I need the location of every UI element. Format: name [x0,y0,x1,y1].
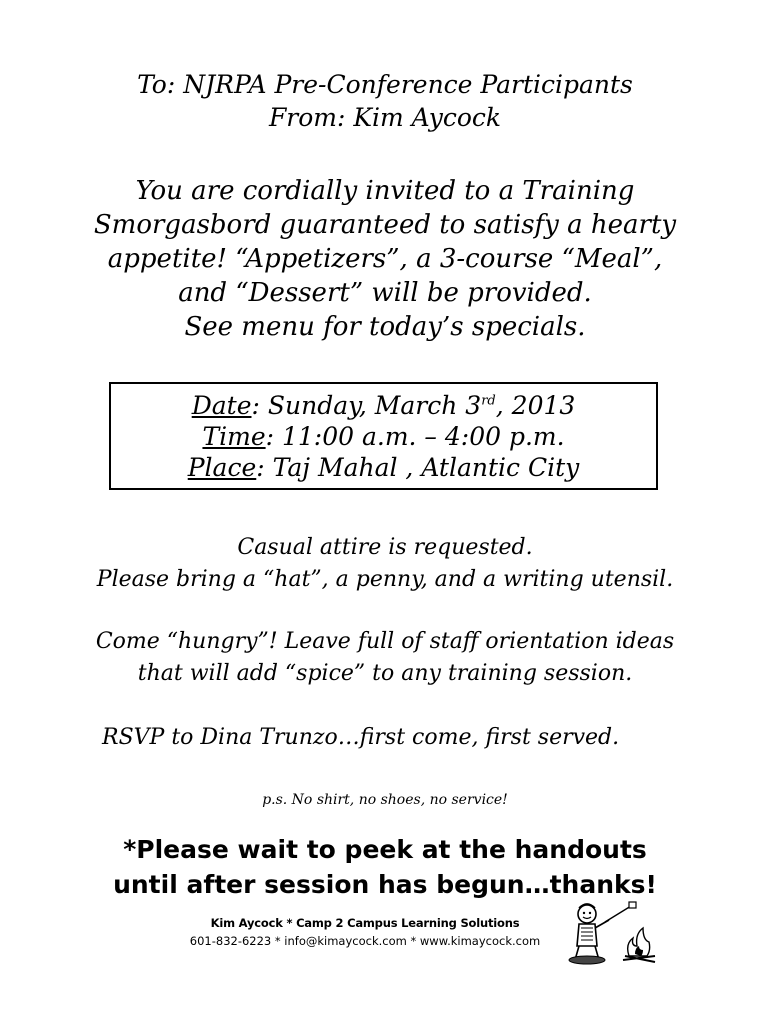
time-value: : 11:00 a.m. – 4:00 p.m. [265,422,565,451]
invitation-text [0,174,770,344]
bring-items-line: Please bring a “hat”, a penny, and a writing utensil. [96,567,674,592]
postscript-text: p.s. No shirt, no shoes, no service! [262,792,508,808]
company-name: Kim Aycock * Camp 2 Campus Learning Solutions [210,916,520,930]
notice-line: *Please wait to peek at the handouts [123,835,647,864]
event-details-box [109,382,658,490]
date-value: : Sunday, March 3 [251,391,482,420]
date-line [111,390,656,421]
hungry-text [0,626,770,690]
date-ordinal: rd [481,393,496,409]
notice-line: until after session has begun…thanks! [113,870,657,899]
place-label: Place [187,453,257,482]
invitation-line: appetite! “Appetizers”, a 3-course “Meal”, [107,244,663,274]
invitation-line: and “Dessert” will be provided. [178,278,592,308]
invitation-line: See menu for today’s specials. [184,312,586,342]
footer [170,916,560,948]
invitation-line: Smorgasbord guaranteed to satisfy a hearty [93,210,677,240]
to-line: To: NJRPA Pre-Conference Participants [137,70,633,99]
hungry-line: Come “hungry”! Leave full of staff orientation ideas [95,629,675,654]
invitation-line: You are cordially invited to a Training [135,176,635,206]
memo-header [0,68,770,134]
handout-notice [0,832,770,902]
time-line [111,421,656,452]
rsvp-text: RSVP to Dina Trunzo…first come, first served. [102,725,620,750]
place-line [111,452,656,483]
attire-text [0,532,770,596]
date-year: , 2013 [495,391,576,420]
time-label: Time [202,422,266,451]
contact-info: 601-832-6223 * info@kimaycock.com * www.kimaycock.com [189,934,541,948]
attire-line: Casual attire is requested. [237,535,533,560]
place-value: : Taj Mahal , Atlantic City [256,453,580,482]
date-label: Date [191,391,252,420]
from-line: From: Kim Aycock [268,103,502,132]
spice-line: that will add “spice” to any training session. [137,661,633,686]
campfire-marshmallow-icon [565,900,657,966]
